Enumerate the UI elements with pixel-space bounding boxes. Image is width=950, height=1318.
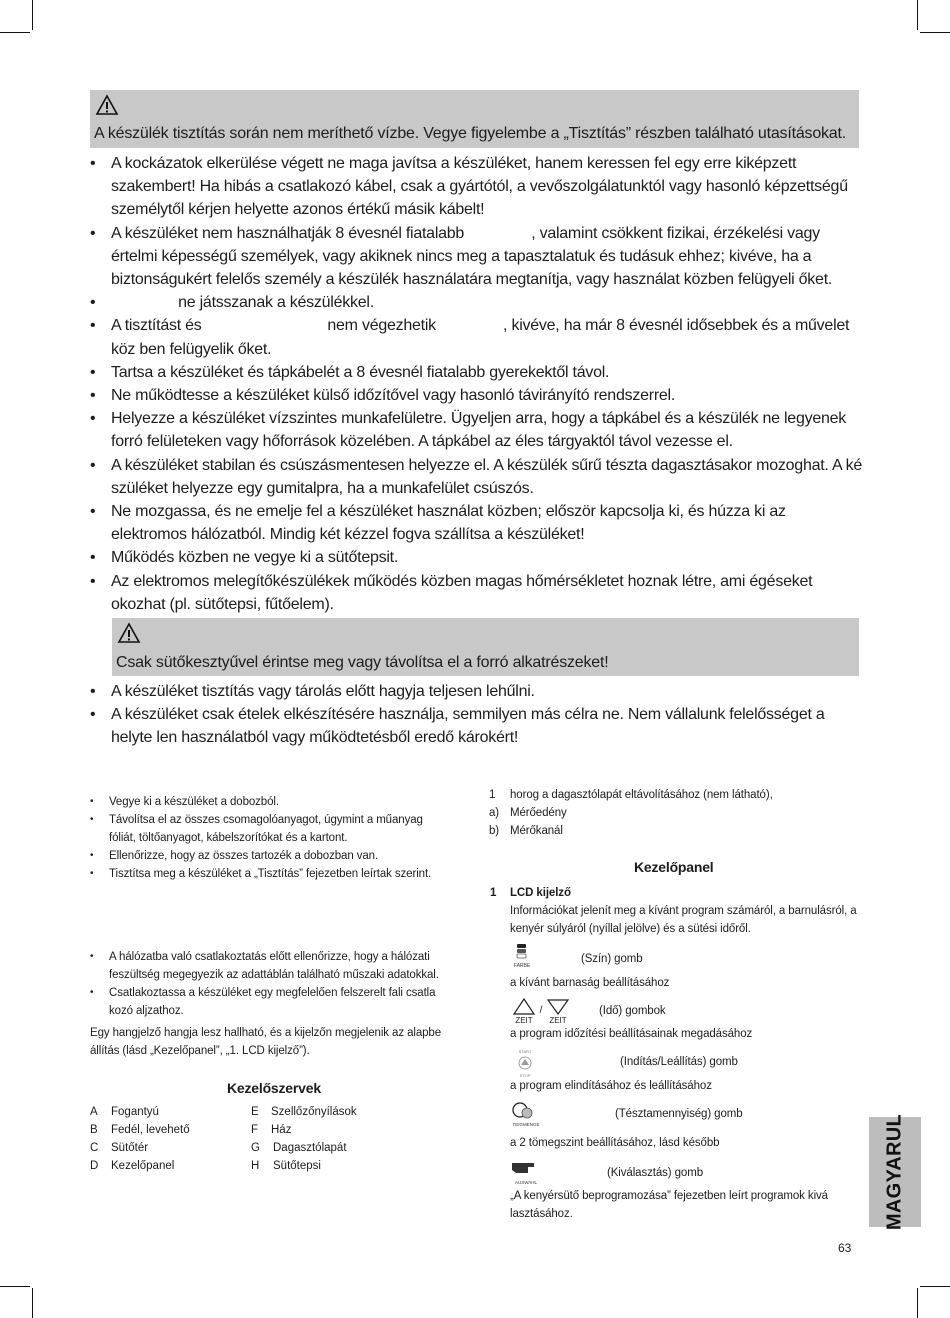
warning-text: Csak sütőkesztyűvel érintse meg vagy távolítsa el a forró alkatrészeket!: [116, 654, 609, 671]
accessory-list: [489, 786, 859, 840]
language-tab-label: MAGYARUL: [883, 1113, 906, 1231]
list-item: • Csatlakoztassa a készüléket egy megfelelően felszerelt fali csatla kozó aljzathoz.: [90, 984, 455, 1020]
page-number: 63: [838, 1241, 852, 1255]
part-name: Kezelőpanel: [111, 1160, 175, 1172]
crop-mark: [920, 32, 950, 33]
unpack-list: [90, 793, 452, 883]
time-separator: /: [539, 1005, 543, 1016]
select-button-icon: [506, 1157, 546, 1187]
part-name: Szellőzőnyílások: [271, 1106, 357, 1118]
start-stop-description: a program elindításához és leállításához: [510, 1080, 712, 1092]
weight-button-label: (Tésztamennyiség) gomb: [615, 1108, 743, 1120]
crop-mark: [917, 1288, 918, 1318]
crop-mark: [917, 0, 918, 30]
color-button-description: a kívánt barnaság beállításához: [510, 977, 670, 989]
connect-list: [90, 948, 455, 1020]
parts-row: [90, 1142, 390, 1160]
part-letter: D: [90, 1160, 99, 1172]
list-item: • A kockázatok elkerülése végett ne maga javítsa a készüléket, hanem keressen fel egy erre kiképzett szakembert! Ha hibás a csatlakozó kábel, csak a gyártótól, a vevőszolgálatunktól vagy hasonló képzettségű személytől kérjen helyette azonos értékű másik kábelt!: [90, 152, 863, 222]
safety-list: [90, 152, 863, 616]
time-buttons-icon: [510, 997, 588, 1025]
list-item: • A készüléket csak ételek elkészítésére használja, semmilyen más célra ne. Nem vállalunk felelősséget a helyte len használatból vagy működtetésből eredő károkért!: [90, 703, 863, 749]
list-item: • A készüléket tisztítás vagy tárolás előtt hagyja teljesen lehűlni.: [90, 680, 863, 703]
list-item: • Ellenőrizze, hogy az összes tartozék a dobozban van.: [90, 847, 452, 865]
weight-icon-caption: TEIGMENGE: [512, 1122, 540, 1127]
select-icon-caption: AUSWAHL: [514, 1180, 538, 1185]
color-icon-caption: FARBE: [513, 963, 531, 969]
crop-mark: [0, 1286, 30, 1287]
accessory-key: a): [489, 807, 500, 819]
warning-triangle-icon: [95, 94, 119, 116]
accessory-item: [489, 786, 859, 804]
list-item: • A készüléket stabilan és csúszásmentesen helyezze el. A készülék sűrű tészta dagasztásakor mozoghat. A ké szüléket helyezze egy gumitalpra, ha a munkafelület csúszós.: [90, 454, 863, 500]
lcd-title: LCD kijelző: [510, 887, 571, 899]
warning-triangle-icon: [117, 622, 141, 644]
part-letter: F: [251, 1124, 259, 1136]
warning-text: A készülék tisztítás során nem meríthető vízbe. Vegye figyelembe a „Tisztítás” részben található utasításokat.: [94, 125, 847, 142]
language-tab: [869, 1113, 921, 1231]
accessory-text: horog a dagasztólapát eltávolításához (nem látható),: [510, 789, 773, 801]
parts-list: [90, 1106, 390, 1178]
accessory-item: [489, 804, 859, 822]
part-letter: H: [251, 1160, 260, 1172]
weight-button-description: a 2 tömegszint beállításához, lásd később: [510, 1137, 720, 1149]
select-button-description: „A kenyérsütő beprogramozása” fejezetben leírt programok kivá lasztásához.: [510, 1190, 828, 1220]
safety-list-2: [90, 680, 863, 750]
list-item: • Tartsa a készüléket és tápkábelét a 8 évesnél fiatalabb gyerekektől távol.: [90, 361, 863, 384]
list-item: • Helyezze a készüléket vízszintes munkafelületre. Ügyeljen arra, hogy a tápkábel és a készülék ne legyenek forró felületeken vagy hőforrások közelében. A tápkábel az éles tárgyaktól távol vezesse el.: [90, 407, 863, 453]
accessory-item: [489, 822, 859, 840]
time-up-caption: ZEIT: [515, 1016, 533, 1025]
accessory-key: 1: [489, 789, 496, 801]
part-name: Dagasztólapát: [273, 1142, 347, 1154]
warning-box: [90, 90, 859, 148]
parts-row: [90, 1160, 390, 1178]
color-button-icon: [508, 943, 544, 971]
part-letter: G: [251, 1142, 260, 1154]
start-caption: START: [518, 1049, 532, 1054]
list-item: • A hálózatba való csatlakoztatás előtt ellenőrizze, hogy a hálózati feszültség megegyezik az adattáblán található műszaki adatokkal.: [90, 948, 455, 984]
part-name: Sütőtér: [111, 1142, 149, 1154]
crop-mark: [0, 32, 30, 33]
accessory-text: Mérőedény: [510, 807, 567, 819]
crop-mark: [32, 0, 33, 30]
part-letter: E: [251, 1106, 259, 1118]
part-name: Fogantyú: [111, 1106, 159, 1118]
time-buttons-description: a program időzítési beállításainak megadásához: [510, 1028, 753, 1040]
warning-box: [112, 618, 859, 676]
list-item: • Vegye ki a készüléket a dobozból.: [90, 793, 452, 811]
part-name: Fedél, levehető: [111, 1124, 190, 1136]
list-item: • ne játsszanak a készülékkel.: [90, 291, 863, 314]
list-item: • A tisztítást és nem végezhetik , kivéve, ha már 8 évesnél idősebbek és a művelet köz ben felügyelik őket.: [90, 314, 863, 360]
start-stop-label: (Indítás/Leállítás) gomb: [620, 1056, 738, 1068]
weight-button-icon: [506, 1098, 546, 1128]
color-button-label: (Szín) gomb: [581, 953, 643, 965]
part-letter: C: [90, 1142, 99, 1154]
crop-mark: [32, 1288, 33, 1318]
select-button-label: (Kiválasztás) gomb: [607, 1167, 703, 1179]
part-letter: A: [90, 1106, 98, 1118]
list-item: • Az elektromos melegítőkészülékek működés közben magas hőmérsékletet hoznak létre, ami égéseket okozhat (pl. sütőtepsi, fűtőelem).: [90, 570, 863, 616]
beep-note: Egy hangjelző hangja lesz hallható, és a kijelzőn megjelenik az alapbe állítás (lásd „Kezelőpanel”, „1. LCD kijelző”).: [90, 1027, 442, 1057]
list-item: • A készüléket nem használhatják 8 évesnél fiatalabb , valamint csökkent fizikai, érzékelési vagy értelmi képességű személyek, vagy akiknek nincs meg a tapasztalatuk és tudásuk ehhez; kivéve, ha a biztonságukért felelős személy a készülék használatára megtanítja, vagy használat közben felügyeli őket.: [90, 222, 863, 292]
list-item: • Tisztítsa meg a készüléket a „Tisztítás” fejezetben leírtak szerint.: [90, 865, 452, 883]
parts-row: [90, 1106, 390, 1124]
panel-heading: Kezelőpanel: [634, 859, 714, 875]
part-name: Sütőtepsi: [273, 1160, 321, 1172]
part-name: Ház: [271, 1124, 292, 1136]
parts-row: [90, 1124, 390, 1142]
lcd-number: 1: [490, 887, 497, 899]
accessory-text: Mérőkanál: [510, 825, 563, 837]
crop-mark: [920, 1286, 950, 1287]
part-letter: B: [90, 1124, 98, 1136]
controls-heading: Kezelőszervek: [227, 1080, 321, 1096]
list-item: • Működés közben ne vegye ki a sütőtepsit.: [90, 546, 863, 569]
lcd-description: Információkat jelenít meg a kívánt program számáról, a barnulásról, a kenyér súlyáról (nyíllal jelölve) és a sütési időről.: [510, 905, 857, 935]
time-down-caption: ZEIT: [549, 1016, 567, 1025]
list-item: • Ne működtesse a készüléket külső időzítővel vagy hasonló távirányító rendszerrel.: [90, 384, 863, 407]
start-stop-icon: [508, 1046, 542, 1080]
stop-caption: STOP: [519, 1073, 531, 1078]
accessory-key: b): [489, 825, 500, 837]
list-item: • Ne mozgassa, és ne emelje fel a készüléket használat közben; először kapcsolja ki, és húzza ki az elektromos hálózatból. Mindig két kézzel fogva szállítsa a készüléket!: [90, 500, 863, 546]
list-item: • Távolítsa el az összes csomagolóanyagot, úgymint a műanyag fóliát, töltőanyagot, kábelszorítókat és a kartont.: [90, 811, 452, 847]
time-buttons-label: (Idő) gombok: [599, 1005, 666, 1017]
